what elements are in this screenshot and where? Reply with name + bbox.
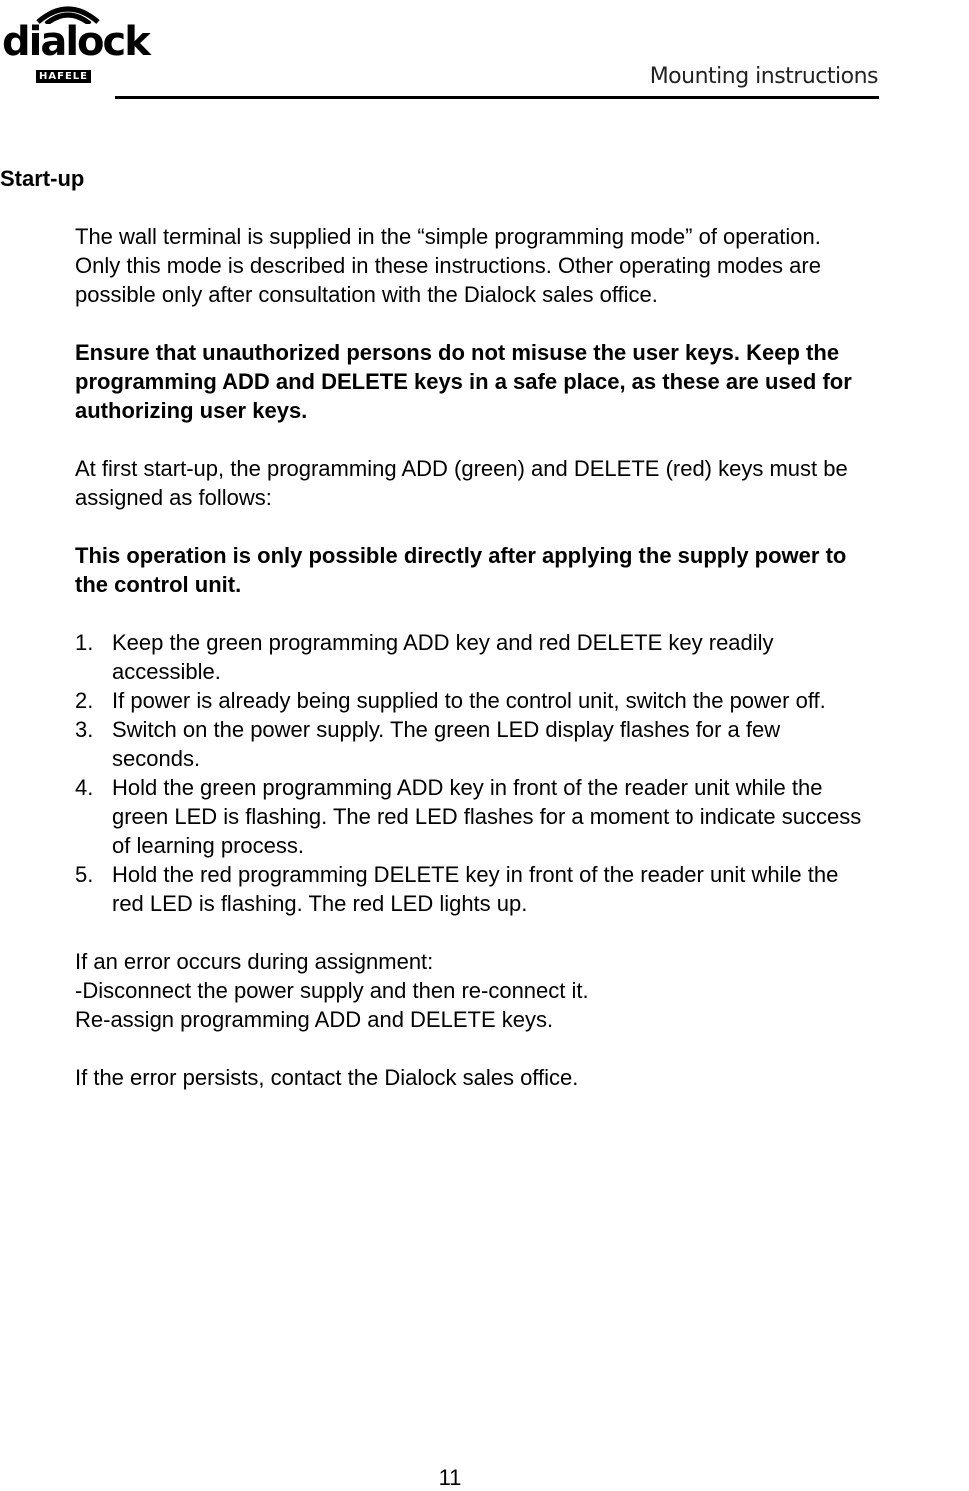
text-line: If power is already being supplied to the control unit, switch the power off.	[112, 688, 826, 713]
step-number: 5.	[75, 862, 94, 887]
text-line: authorizing user keys.	[75, 398, 308, 423]
step-number: 3.	[75, 717, 94, 742]
text-line: accessible.	[112, 659, 221, 684]
text-line: the control unit.	[75, 572, 242, 597]
text-line: Re-assign programming ADD and DELETE keys.	[75, 1007, 554, 1032]
text-line: assigned as follows:	[75, 485, 272, 510]
page-number: 11	[438, 1465, 462, 1490]
main-content	[75, 222, 965, 1121]
error-paragraph	[75, 947, 965, 1034]
text-line: possible only after consultation with the Dialock sales office.	[75, 282, 658, 307]
operation-note-paragraph	[75, 541, 965, 599]
list-item	[75, 628, 965, 686]
text-line: seconds.	[112, 746, 201, 771]
intro-paragraph	[75, 222, 965, 309]
logo-wordmark: dialock	[2, 19, 149, 65]
text-line: At first start-up, the programming ADD (green) and DELETE (red) keys must be	[75, 456, 848, 481]
text-line: of learning process.	[112, 833, 304, 858]
list-item	[75, 773, 965, 860]
security-warning-paragraph	[75, 338, 965, 425]
text-line: red LED is flashing. The red LED lights up.	[112, 891, 528, 916]
steps-list	[75, 628, 965, 918]
text-line: Hold the red programming DELETE key in front of the reader unit while the	[112, 862, 839, 887]
step-number: 1.	[75, 630, 94, 655]
list-item	[75, 860, 965, 918]
list-item	[75, 715, 965, 773]
header-divider	[115, 96, 879, 99]
text-line: Ensure that unauthorized persons do not misuse the user keys. Keep the	[75, 340, 840, 365]
first-startup-paragraph	[75, 454, 965, 512]
text-line: Switch on the power supply. The green LED display flashes for a few	[112, 717, 781, 742]
text-line: If an error occurs during assignment:	[75, 949, 434, 974]
text-line: programming ADD and DELETE keys in a safe place, as these are used for	[75, 369, 852, 394]
step-number: 4.	[75, 775, 94, 800]
step-number: 2.	[75, 688, 94, 713]
section-title: Start-up	[0, 166, 85, 191]
logo-brand-badge: HAFELE	[36, 70, 91, 83]
header-title: Mounting instructions	[649, 64, 878, 89]
dialock-logo	[0, 0, 149, 100]
persist-paragraph: If the error persists, contact the Dialock sales office.	[75, 1065, 579, 1090]
text-line: -Disconnect the power supply and then re-connect it.	[75, 978, 589, 1003]
text-line: This operation is only possible directly after applying the supply power to	[75, 543, 847, 568]
page-header	[0, 0, 969, 110]
text-line: The wall terminal is supplied in the “simple programming mode” of operation.	[75, 224, 821, 249]
text-line: Only this mode is described in these instructions. Other operating modes are	[75, 253, 821, 278]
text-line: green LED is flashing. The red LED flashes for a moment to indicate success	[112, 804, 862, 829]
list-item	[75, 686, 965, 715]
text-line: Keep the green programming ADD key and red DELETE key readily	[112, 630, 774, 655]
text-line: Hold the green programming ADD key in front of the reader unit while the	[112, 775, 823, 800]
